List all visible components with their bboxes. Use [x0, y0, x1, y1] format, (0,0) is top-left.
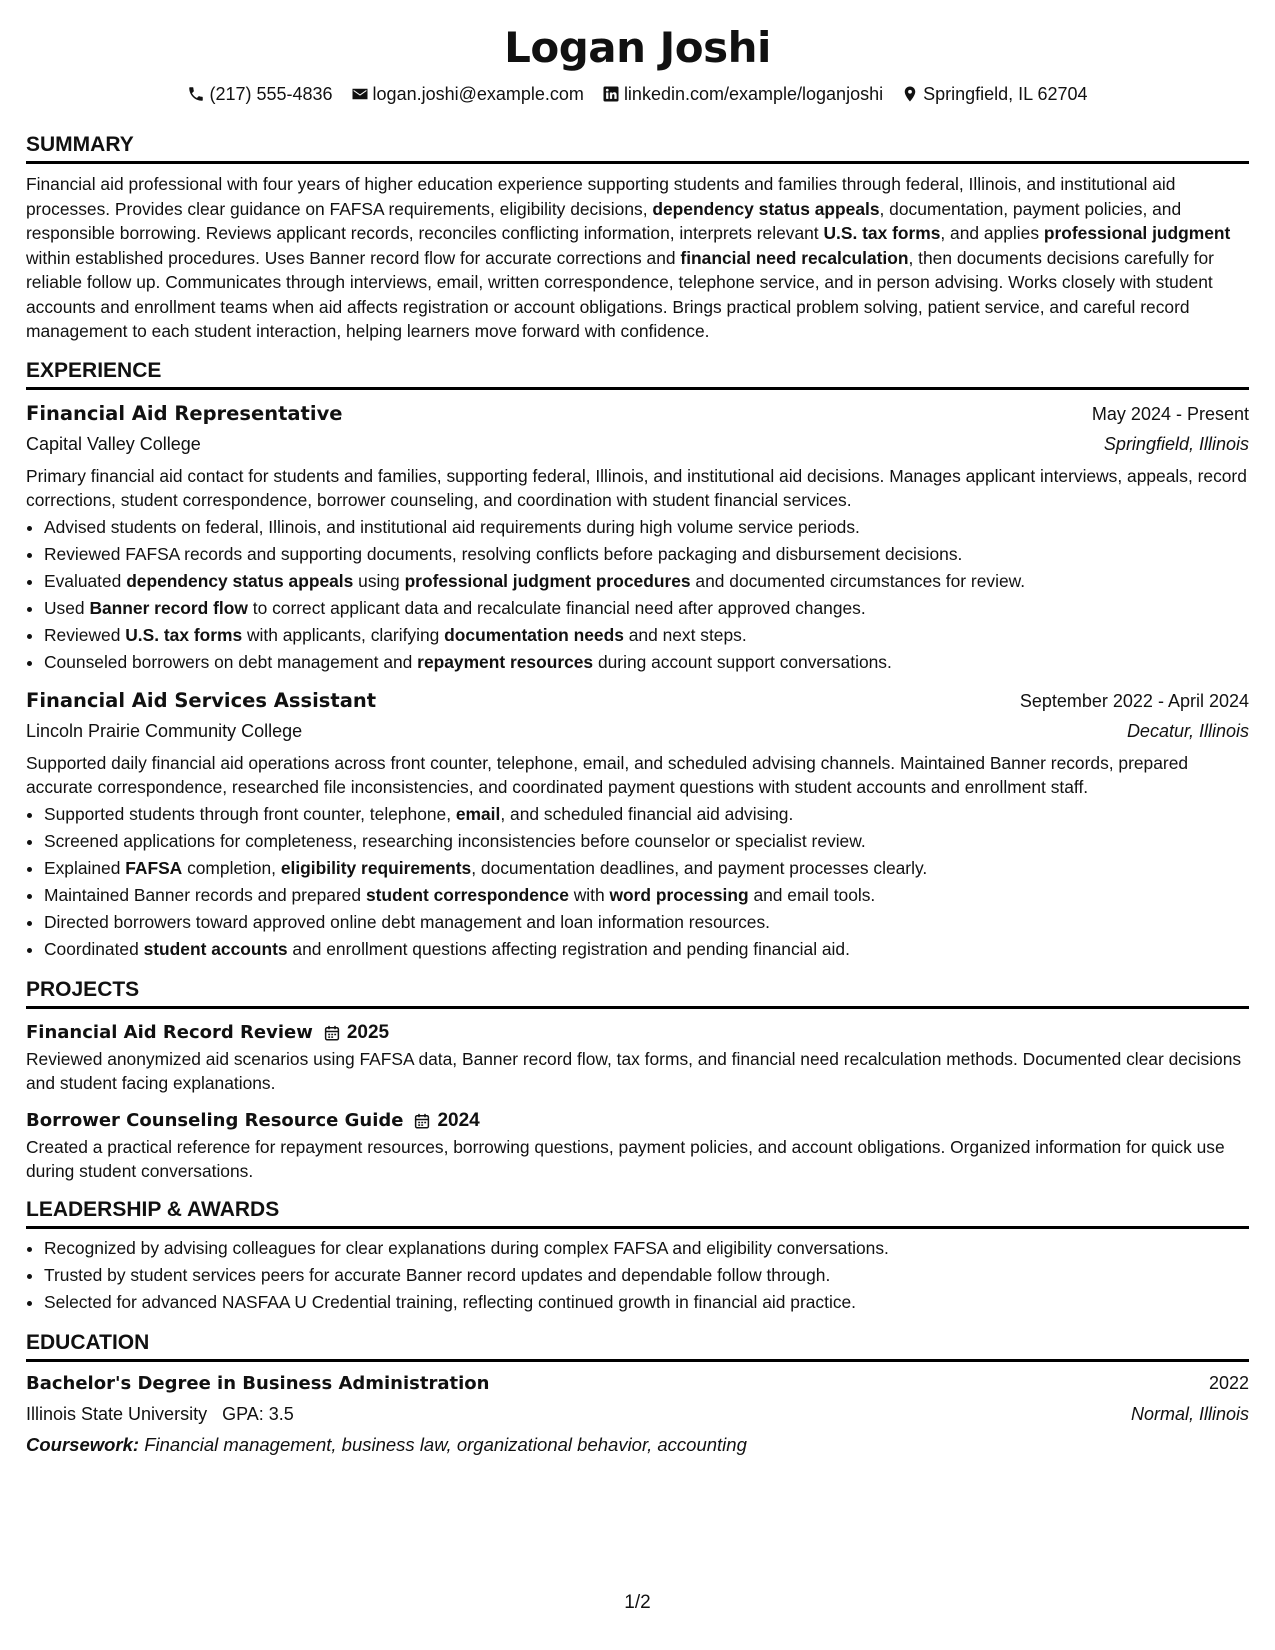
job-location: Decatur, Illinois — [1126, 720, 1249, 741]
project-name: Borrower Counseling Resource Guide — [26, 1109, 404, 1131]
degree-title: Bachelor's Degree in Business Administration — [26, 1372, 490, 1394]
job-organization: Capital Valley College — [26, 433, 201, 454]
list-item: • Directed borrowers toward approved online debt management and loan information resources. — [44, 909, 1249, 936]
project-date: 2024 — [413, 1107, 479, 1135]
list-item: • Evaluated dependency status appeals using professional judgment procedures and documented circumstances for review. — [44, 568, 1249, 595]
envelope-icon — [351, 85, 369, 103]
contact-location — [901, 82, 1087, 106]
list-item: • Coordinated student accounts and enrollment questions affecting registration and pending financial aid. — [44, 936, 1249, 963]
leadership-list — [26, 1235, 1249, 1316]
job-description: Primary financial aid contact for students and families, supporting federal, Illinois, and institutional aid decisions. Manages applicant interviews, appeals, record corrections, student correspondence, borrower counseling, and coordination with student financial services. — [26, 465, 1247, 510]
education-heading: EDUCATION — [26, 1330, 1249, 1362]
list-item: • Used Banner record flow to correct applicant data and recalculate financial need after approved changes. — [44, 595, 1249, 622]
list-item: • Reviewed FAFSA records and supporting documents, resolving conflicts before packaging and disbursement decisions. — [44, 541, 1249, 568]
school-name: Illinois State University GPA: 3.5 — [26, 1403, 294, 1424]
linkedin-text: linkedin.com/example/loganjoshi — [623, 84, 884, 104]
project-entry — [26, 1107, 1249, 1183]
map-pin-icon — [901, 85, 919, 103]
list-item: • Screened applications for completeness, researching inconsistencies before counselor or specialist review. — [44, 828, 1249, 855]
contact-phone[interactable] — [187, 82, 332, 106]
contact-bar — [26, 82, 1249, 106]
job-description: Supported daily financial aid operations across front counter, telephone, email, and scheduled advising channels. Maintained Banner records, prepared accurate correspondence, researched file inconsistencies, and coordinated payment questions with student accounts and enrollment staff. — [26, 752, 1189, 797]
school-location: Normal, Illinois — [1130, 1403, 1249, 1424]
graduation-year: 2022 — [1208, 1372, 1249, 1393]
gpa: GPA: 3.5 — [222, 1403, 294, 1424]
summary-heading: SUMMARY — [26, 132, 1249, 164]
education-entry — [26, 1368, 1249, 1460]
job-date: September 2022 - April 2024 — [1019, 690, 1249, 711]
list-item: • Recognized by advising colleagues for clear explanations during complex FAFSA and eligibility conversations. — [44, 1235, 1249, 1262]
page-number: 1/2 — [624, 1592, 651, 1613]
list-item: • Trusted by student services peers for accurate Banner record updates and dependable follow through. — [44, 1262, 1249, 1289]
project-entry — [26, 1019, 1249, 1095]
job-entry — [26, 686, 1249, 963]
location-text: Springfield, IL 62704 — [923, 84, 1088, 104]
coursework: Coursework: Financial management, business law, organizational behavior, accounting — [26, 1433, 747, 1455]
candidate-name: Logan Joshi — [504, 23, 771, 72]
calendar-icon — [413, 1112, 431, 1130]
job-bullets — [26, 801, 1249, 963]
list-item: • Reviewed U.S. tax forms with applicants, clarifying documentation needs and next steps. — [44, 622, 1249, 649]
resume-page — [26, 0, 1249, 1460]
phone-icon — [187, 85, 205, 103]
project-date: 2025 — [323, 1019, 389, 1047]
summary-text: Financial aid professional with four years of higher education experience supporting students and families through federal, Illinois, and institutional aid processes. Provides clear guidance on FAFSA requirements, eligibility decisions, dependency status appeals, documentation, payment policies, and responsible borrowing. Reviews applicant records, reconciles conflicting information, interprets relevant U.S. tax forms, and applies professional judgment within established procedures. Uses Banner record flow for accurate corrections and financial need recalculation, then documents decisions carefully for reliable follow up. Communicates through interviews, email, written correspondence, telephone service, and in person advising. Works closely with student accounts and enrollment teams when aid affects registration or account obligations. Brings practical problem solving, patient service, and careful record management to each student interaction, helping learners move forward with confidence. — [26, 174, 1231, 341]
project-name: Financial Aid Record Review — [26, 1021, 313, 1043]
calendar-icon — [323, 1024, 341, 1042]
job-title: Financial Aid Services Assistant — [26, 688, 377, 712]
job-organization: Lincoln Prairie Community College — [26, 720, 303, 741]
job-entry — [26, 399, 1249, 676]
experience-heading: EXPERIENCE — [26, 358, 1249, 390]
project-description: Reviewed anonymized aid scenarios using FAFSA data, Banner record flow, tax forms, and financial need recalculation methods. Documented clear decisions and student facing explanations. — [26, 1048, 1242, 1093]
job-title: Financial Aid Representative — [26, 401, 343, 425]
list-item: • Maintained Banner records and prepared student correspondence with word processing and email tools. — [44, 882, 1249, 909]
list-item: • Counseled borrowers on debt management and repayment resources during account support conversations. — [44, 649, 1249, 676]
leadership-heading: LEADERSHIP & AWARDS — [26, 1197, 1249, 1229]
contact-email[interactable] — [351, 82, 584, 106]
job-location: Springfield, Illinois — [1103, 433, 1249, 454]
job-date: May 2024 - Present — [1091, 403, 1249, 424]
email-text: logan.joshi@example.com — [372, 84, 584, 104]
list-item: • Advised students on federal, Illinois, and institutional aid requirements during high volume service periods. — [44, 514, 1249, 541]
job-bullets — [26, 514, 1249, 676]
projects-heading: PROJECTS — [26, 977, 1249, 1009]
contact-linkedin[interactable] — [602, 82, 883, 106]
phone-text: (217) 555-4836 — [209, 84, 333, 104]
list-item: • Explained FAFSA completion, eligibility requirements, documentation deadlines, and payment processes clearly. — [44, 855, 1249, 882]
linkedin-icon — [602, 85, 620, 103]
list-item: • Supported students through front counter, telephone, email, and scheduled financial aid advising. — [44, 801, 1249, 828]
project-description: Created a practical reference for repayment resources, borrowing questions, payment policies, and account obligations. Organized information for quick use during student conversations. — [26, 1136, 1225, 1181]
list-item: • Selected for advanced NASFAA U Credential training, reflecting continued growth in financial aid practice. — [44, 1289, 1249, 1316]
